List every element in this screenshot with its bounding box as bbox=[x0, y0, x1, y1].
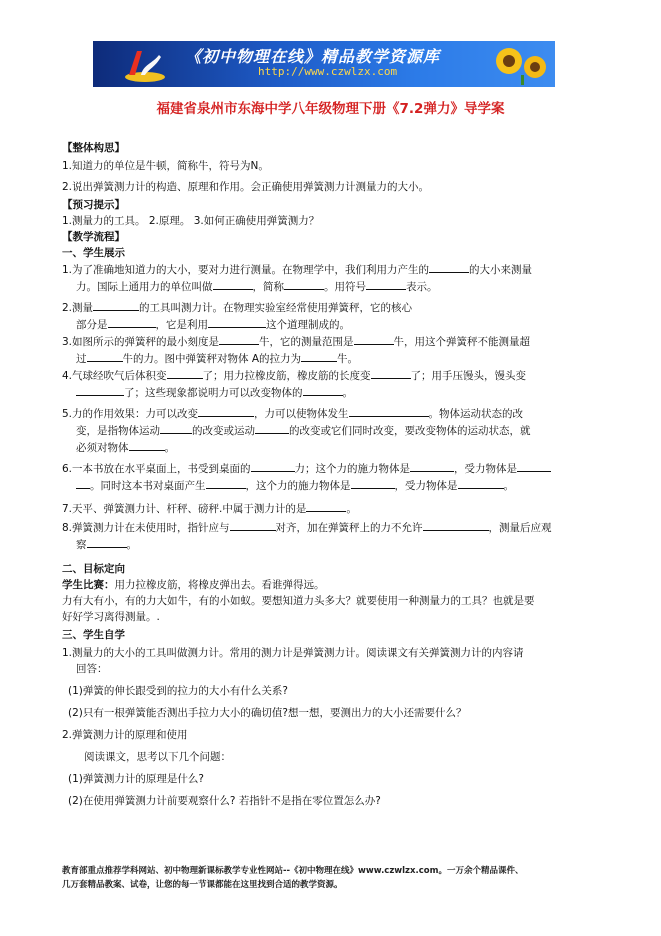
blank[interactable] bbox=[76, 384, 124, 396]
heading-overall-idea: 【整体构思】 bbox=[62, 142, 125, 154]
blank[interactable] bbox=[167, 367, 203, 379]
preview-items: 1.测量力的工具。 2.原理。 3.如何正确使用弹簧测力？ bbox=[62, 215, 320, 227]
self-study-question-1: (1)弹簧的伸长跟受到的拉力的大小有什么关系? bbox=[68, 685, 288, 697]
blank[interactable] bbox=[129, 439, 165, 451]
blank[interactable] bbox=[423, 519, 489, 531]
blank[interactable] bbox=[230, 519, 276, 531]
self-study-question-3: (1)弹簧测力计的原理是什么? bbox=[68, 773, 204, 785]
blank[interactable] bbox=[206, 477, 246, 489]
blank[interactable] bbox=[284, 278, 324, 290]
blank[interactable] bbox=[349, 405, 429, 417]
blank[interactable] bbox=[371, 367, 411, 379]
blank[interactable] bbox=[76, 477, 90, 489]
blank[interactable] bbox=[366, 278, 406, 290]
blank[interactable] bbox=[213, 278, 253, 290]
blank[interactable] bbox=[410, 460, 454, 472]
heading-preview-hints: 【预习提示】 bbox=[62, 199, 125, 211]
blank[interactable] bbox=[517, 460, 551, 472]
question-4-line-1: 4.气球经吹气后体积变 了；用力拉橡皮筋，橡皮筋的长度变 了；用手压馒头，馒头变 bbox=[62, 367, 602, 384]
question-6-line-1: 6.一本书放在水平桌面上，书受到桌面的 力；这个力的施力物体是 ，受力物体是 bbox=[62, 460, 602, 477]
question-1-line-1: 1.为了准确地知道力的大小，要对力进行测量。在物理学中，我们利用力产生的 的大小来测量 bbox=[62, 261, 602, 278]
banner-url: http://www.czwlzx.com bbox=[258, 65, 398, 78]
page-footer bbox=[62, 864, 622, 892]
blank[interactable] bbox=[351, 477, 395, 489]
document-body bbox=[62, 138, 602, 809]
site-logo-icon bbox=[123, 47, 167, 83]
question-3-line-2: 过 牛的力。图中弹簧秤对物体 A的拉力为 牛。 bbox=[62, 350, 602, 367]
question-7: 7.天平、弹簧测力计、杆秤、磅秤.中属于测力计的是 。 bbox=[62, 500, 602, 517]
blank[interactable] bbox=[306, 500, 346, 512]
heading-goal-orientation: 二、目标定向 bbox=[62, 563, 125, 575]
blank[interactable] bbox=[429, 261, 469, 273]
blank[interactable] bbox=[108, 316, 156, 328]
blank[interactable] bbox=[255, 422, 289, 434]
header-banner bbox=[93, 41, 555, 87]
question-5-line-1: 5.力的作用效果：力可以改变 ，力可以使物体发生 。物体运动状态的改 bbox=[62, 405, 602, 422]
self-study-2-heading: 2.弹簧测力计的原理和使用 bbox=[62, 729, 188, 741]
heading-student-show: 一、学生展示 bbox=[62, 247, 125, 259]
question-5-line-3: 必须对物体 。 bbox=[62, 439, 602, 456]
blank[interactable] bbox=[87, 350, 123, 362]
competition-label: 学生比赛： bbox=[62, 579, 115, 591]
document-title: 福建省泉州市东海中学八年级物理下册《7.2弹力》导学案 bbox=[156, 101, 505, 117]
question-1-line-2: 力。国际上通用力的单位叫做 ，简称 。用符号 表示。 bbox=[62, 278, 602, 295]
blank[interactable] bbox=[198, 405, 254, 417]
question-4-line-2: 了；这些现象都说明力可以改变物体的 。 bbox=[62, 384, 602, 401]
banner-title: 《初中物理在线》精品教学资源库 bbox=[185, 47, 441, 66]
question-5-line-2: 变，是指物体运动 的改变或运动 的改变或它们同时改变，要改变物体的运动状态，就 bbox=[62, 422, 602, 439]
goal-2: 2.说出弹簧测力计的构造、原理和作用。会正确使用弹簧测力计测量力的大小。 bbox=[62, 181, 430, 193]
self-study-question-4: (2)在使用弹簧测力计前要观察什么? 若指针不是指在零位置怎么办? bbox=[68, 795, 381, 807]
question-8-line-2: 察 。 bbox=[62, 536, 602, 553]
student-competition: 学生比赛：用力拉橡皮筋，将橡皮弹出去。看谁弹得远。 bbox=[62, 579, 325, 591]
blank[interactable] bbox=[87, 536, 127, 548]
intro-line-2: 好好学习离得测量。. bbox=[62, 611, 160, 623]
intro-line-1: 力有大有小，有的力大如牛，有的小如蚁。要想知道力头多大？就要使用一种测量力的工具？也就是要 bbox=[62, 595, 535, 607]
blank[interactable] bbox=[219, 333, 259, 345]
question-2-line-2: 部分是 ，它是利用 这个道理制成的。 bbox=[62, 316, 602, 333]
blank[interactable] bbox=[458, 477, 504, 489]
self-study-question-2: (2)只有一根弹簧能否测出手拉力大小的确切值?想一想，要测出力的大小还需要什么？ bbox=[68, 707, 467, 719]
question-6-line-2: 。同时这本书对桌面产生 ，这个力的施力物体是 ，受力物体是 。 bbox=[62, 477, 602, 494]
question-8-line-1: 8.弹簧测力计在未使用时，指针应与 对齐，加在弹簧秤上的力不允许 ，测量后应观 bbox=[62, 519, 602, 536]
heading-self-study: 三、学生自学 bbox=[62, 629, 125, 641]
blank[interactable] bbox=[93, 299, 139, 311]
blank[interactable] bbox=[251, 460, 295, 472]
self-study-2-prompt: 阅读课文，思考以下几个问题： bbox=[84, 751, 231, 763]
heading-teaching-flow: 【教学流程】 bbox=[62, 231, 125, 243]
sunflower-icon bbox=[491, 45, 549, 85]
self-study-1-line-2: 回答： bbox=[76, 663, 108, 675]
blank[interactable] bbox=[160, 422, 192, 434]
blank[interactable] bbox=[354, 333, 394, 345]
footer-line-1: 教育部重点推荐学科网站、初中物理新课标教学专业性网站--《初中物理在线》www.czwlzx.com。一万余个精品课件、 bbox=[62, 866, 524, 876]
self-study-1-line-1: 1.测量力的大小的工具叫做测力计。常用的测力计是弹簧测力计。阅读课文有关弹簧测力计的内容请 bbox=[62, 647, 524, 659]
blank[interactable] bbox=[301, 350, 337, 362]
question-2-line-1: 2.测量 的工具叫测力计。在物理实验室经常使用弹簧秤，它的核心 bbox=[62, 299, 602, 316]
goal-1: 1.知道力的单位是牛顿，简称牛，符号为N。 bbox=[62, 160, 269, 172]
question-3-line-1: 3.如图所示的弹簧秤的最小刻度是 牛，它的测量范围是 牛，用这个弹簧秤不能测量超 bbox=[62, 333, 602, 350]
blank[interactable] bbox=[208, 316, 266, 328]
footer-line-2: 几万套精品教案、试卷，让您的每一节课都能在这里找到合适的教学资源。 bbox=[62, 880, 343, 890]
blank[interactable] bbox=[303, 384, 343, 396]
